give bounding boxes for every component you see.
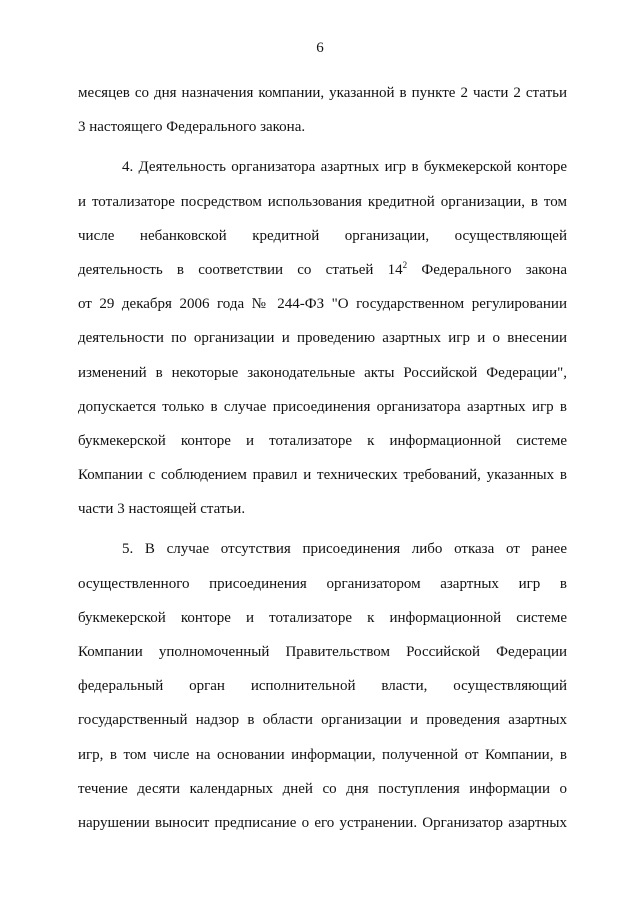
text-line: осуществленного присоединения организатором азартных игр в	[78, 575, 567, 592]
text-line: Компании уполномоченный Правительством Российской Федерации	[78, 644, 567, 660]
paragraph-4	[78, 150, 567, 526]
text-line: игр, в том числе на основании информации, полученной от Компании, в	[78, 746, 567, 763]
text-line: 5. В случае отсутствия присоединения либо отказа от ранее	[122, 541, 567, 558]
document-body	[78, 76, 567, 840]
text-line: Компании с соблюдением правил и технических требований, указанных в	[78, 467, 567, 484]
text-line: от 29 декабря 2006 года № 244-ФЗ "О государственном регулировании	[78, 296, 567, 313]
text-line: допускается только в случае присоединения организатора азартных игр в	[78, 398, 567, 415]
text-line: 4. Деятельность организатора азартных игр в букмекерской конторе	[122, 159, 567, 176]
paragraph-5	[78, 532, 567, 840]
text-line: течение десяти календарных дней со дня поступления информации о	[78, 780, 567, 797]
text-line: нарушении выносит предписание о его устранении. Организатор азартных	[78, 814, 567, 831]
text-line: числе небанковской кредитной организации, осуществляющей	[78, 227, 567, 244]
text-line: федеральный орган исполнительной власти, осуществляющий	[78, 678, 567, 695]
text-fragment: Федерального закона	[421, 261, 567, 278]
text-line: месяцев со дня назначения компании, указанной в пункте 2 части 2 статьи	[78, 85, 567, 101]
text-line: букмекерской конторе и тотализаторе к информационной системе	[78, 432, 567, 449]
text-line: 3 настоящего Федерального закона.	[78, 119, 306, 136]
text-line: букмекерской конторе и тотализаторе к информационной системе	[78, 609, 567, 626]
text-line: и тотализаторе посредством использования кредитной организации, в том	[78, 193, 567, 210]
text-line: государственный надзор в области организации и проведения азартных	[78, 712, 567, 729]
page-number: 6	[316, 40, 324, 56]
superscript: 2	[402, 259, 408, 270]
text-line: деятельности по организации и проведению азартных игр и о внесении	[78, 330, 567, 347]
text-line: изменений в некоторые законодательные акты Российской Федерации",	[78, 364, 567, 381]
paragraph-continuation	[78, 76, 567, 144]
text-line: части 3 настоящей статьи.	[78, 501, 246, 518]
text-line-with-superscript	[78, 253, 567, 287]
text-fragment: деятельность в соответствии со статьей 14	[78, 261, 403, 278]
